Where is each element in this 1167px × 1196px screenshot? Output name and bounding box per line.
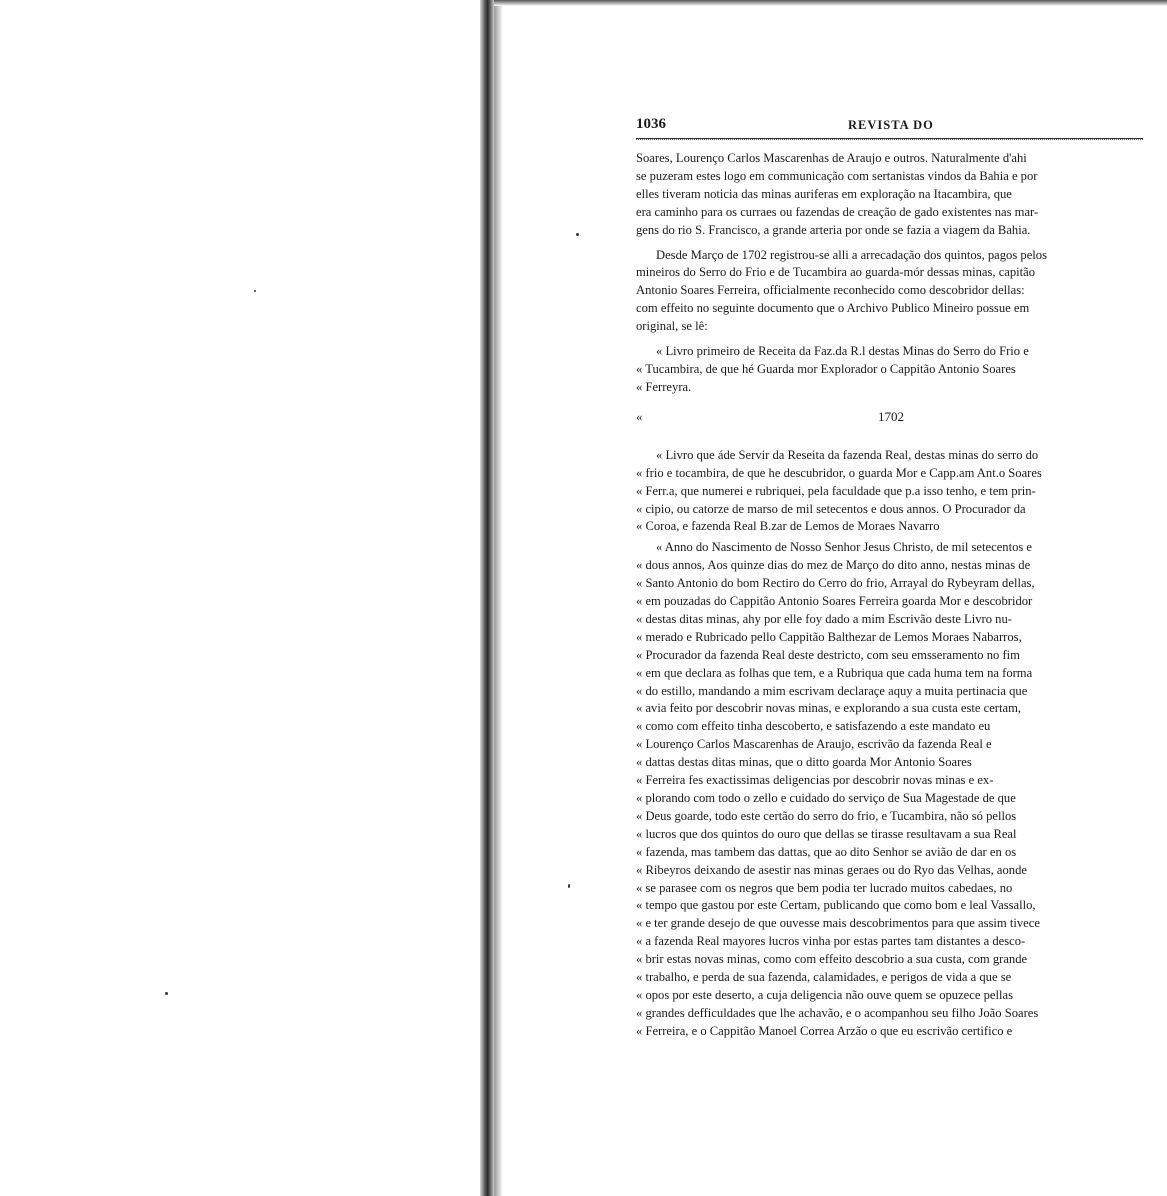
text-line: elles tiveram noticia das minas auriferas em exploração na Itacambira, que — [636, 186, 1012, 201]
text-line: gens do rio S. Francisco, a grande arteria por onde se fazia a viagem da Bahia. — [636, 222, 1031, 237]
text-line: « tempo que gastou por este Certam, publicando que como bom e leal Vassallo, — [636, 898, 1036, 913]
header-rule — [636, 138, 1143, 140]
paper-speck — [568, 884, 570, 888]
text-line: « Santo Antonio do bom Rectiro do Cerro do frio, Arrayal do Rybeyram dellas, — [636, 576, 1035, 591]
text-line: « a fazenda Real mayores lucros vinha por estas partes tam distantes a desco- — [636, 934, 1026, 949]
text-line: « em pouzadas do Cappitão Antonio Soares Ferreira goarda Mor e descobridor — [636, 594, 1033, 609]
paper-speck — [165, 992, 168, 995]
text-line: « fazenda, mas tambem das dattas, que ao dito Senhor se avião de dar en os — [636, 844, 1017, 859]
text-line: « Procurador da fazenda Real deste destricto, com seu emsseramento no fim — [636, 647, 1020, 662]
right-text-page — [636, 116, 1146, 1041]
text-line: « avia feito por descobrir novas minas, e explorando a sua custa este certam, — [636, 701, 1022, 716]
year-heading — [636, 409, 1146, 425]
text-line: « Deus goarde, todo este certão do serro do frio, e Tucambira, não só pellos — [636, 808, 1017, 823]
text-line: « dous annos, Aos quinze dias do mez de Março do dito anno, nestas minas de — [636, 558, 1031, 573]
paper-speck — [576, 233, 579, 236]
text-line: « Ferreira, e o Cappitão Manoel Correa Arzão o que eu escrivão certifico e — [636, 1023, 1013, 1038]
page-number: 1036 — [636, 116, 666, 132]
running-title: REVISTA DO — [848, 118, 934, 132]
text-line: Soares, Lourenço Carlos Mascarenhas de Araujo e outros. Naturalmente d'ahi — [636, 151, 1027, 165]
left-blank-page — [0, 0, 484, 1196]
text-line: « Ferreira fes exactissimas deligencias por descobrir novas minas e ex- — [636, 773, 994, 788]
text-line: original, se lê: — [636, 319, 708, 334]
page-edge — [494, 0, 502, 1196]
text-line: « em que declara as folhas que tem, e a Rubriqua que cada huma tem na forma — [636, 665, 1033, 680]
text-line: se puzeram estes logo em communicação com sertanistas vindos da Bahia e por — [636, 168, 1038, 183]
quote-anno-nascimento — [636, 539, 1146, 1040]
text-line: « Ribeyros deixando de asestir nas minas geraes ou do Ryo das Velhas, aonde — [636, 862, 1027, 877]
text-line: era caminho para os curraes ou fazendas de creação de gado existentes nas mar- — [636, 204, 1039, 219]
text-line: « e ter grande desejo de que ouvesse mais descobrimentos para que assim tivece — [636, 916, 1040, 931]
paper-speck — [254, 290, 256, 292]
text-line: « destas ditas minas, ahy por elle foy dado a mim Escrivão deste Livro nu- — [636, 611, 1012, 626]
text-line: « do estillo, mandando a mim escrivam declaraçe aquy a muita pertinacia que — [636, 683, 1028, 698]
text-line: « trabalho, e perda de sua fazenda, calamidades, e perigos de vida a que se — [636, 970, 1012, 985]
text-line: « Ferr.a, que numerei e rubriquei, pela faculdade que p.a isso tenho, e tem prin- — [636, 483, 1036, 498]
quote-livro-primeiro — [636, 343, 1146, 397]
quote-mark: « — [636, 408, 643, 424]
text-line: Desde Março de 1702 registrou-se alli a arrecadação dos quintos, pagos pelos — [656, 247, 1047, 262]
text-line: « Tucambira, de que hé Guarda mor Explorador o Cappitão Antonio Soares — [636, 361, 1016, 376]
text-line: « Coroa, e fazenda Real B.zar de Lemos de Moraes Navarro — [636, 519, 940, 534]
text-line: « como com effeito tinha descoberto, e satisfazendo a este mandato eu — [636, 719, 991, 734]
text-line: « plorando com todo o zello e cuidado do serviço de Sua Magestade de que — [636, 791, 1016, 805]
text-line: « opos por este deserto, a cuja deligencia não ouve quem se opuzece pellas — [636, 987, 1013, 1002]
book-gutter — [480, 0, 494, 1196]
text-line: « dattas destas ditas minas, que o ditto goarda Mor Antonio Soares — [636, 755, 972, 770]
text-line: « Livro primeiro de Receita da Faz.da R.l destas Minas do Serro do Frio e — [656, 344, 1029, 359]
paragraph-quintos — [636, 247, 1146, 337]
text-line: « grandes defficuldades que lhe achavão, e o acompanhou seu filho João Soares — [636, 1005, 1039, 1020]
paragraph-intro — [636, 150, 1146, 240]
year-text: 1702 — [878, 408, 904, 424]
text-line: « merado e Rubricado pello Cappitão Balthezar de Lemos Moraes Nabarros, — [636, 629, 1022, 644]
text-line: « cipio, ou catorze de marso de mil setecentos e dous annos. O Procurador da — [636, 501, 1026, 516]
text-line: « Anno do Nascimento de Nosso Senhor Jesus Christo, de mil setecentos e — [656, 540, 1033, 555]
text-line: Antonio Soares Ferreira, officialmente reconhecido como descobridor dellas: — [636, 283, 1025, 298]
text-line: « Lourenço Carlos Mascarenhas de Araujo, escrivão da fazenda Real e — [636, 737, 992, 752]
text-line: mineiros do Serro do Frio e de Tucambira ao guarda-mór dessas minas, capitão — [636, 265, 1036, 280]
text-line: « brir estas novas minas, como com effeito descobrio a sua custa, com grande — [636, 952, 1028, 967]
text-line: « frio e tocambira, de que he descubridor, o guarda Mor e Capp.am Ant.o Soares — [636, 465, 1042, 480]
text-line: « Ferreyra. — [636, 379, 692, 394]
text-line: « lucros que dos quintos do ouro que dellas se tirasse resultavam a sua Real — [636, 826, 1017, 841]
text-line: com effeito no seguinte documento que o Archivo Publico Mineiro possue em — [636, 301, 1030, 316]
text-line: « se parasee com os negros que bem podia ter lucrado muitos cabedaes, no — [636, 880, 1013, 895]
page-header — [636, 116, 1146, 136]
text-line: « Livro que áde Servir da Reseita da fazenda Real, destas minas do serro do — [656, 447, 1039, 462]
quote-livro-reseita — [636, 447, 1146, 537]
page-top-shadow — [494, 0, 1167, 6]
